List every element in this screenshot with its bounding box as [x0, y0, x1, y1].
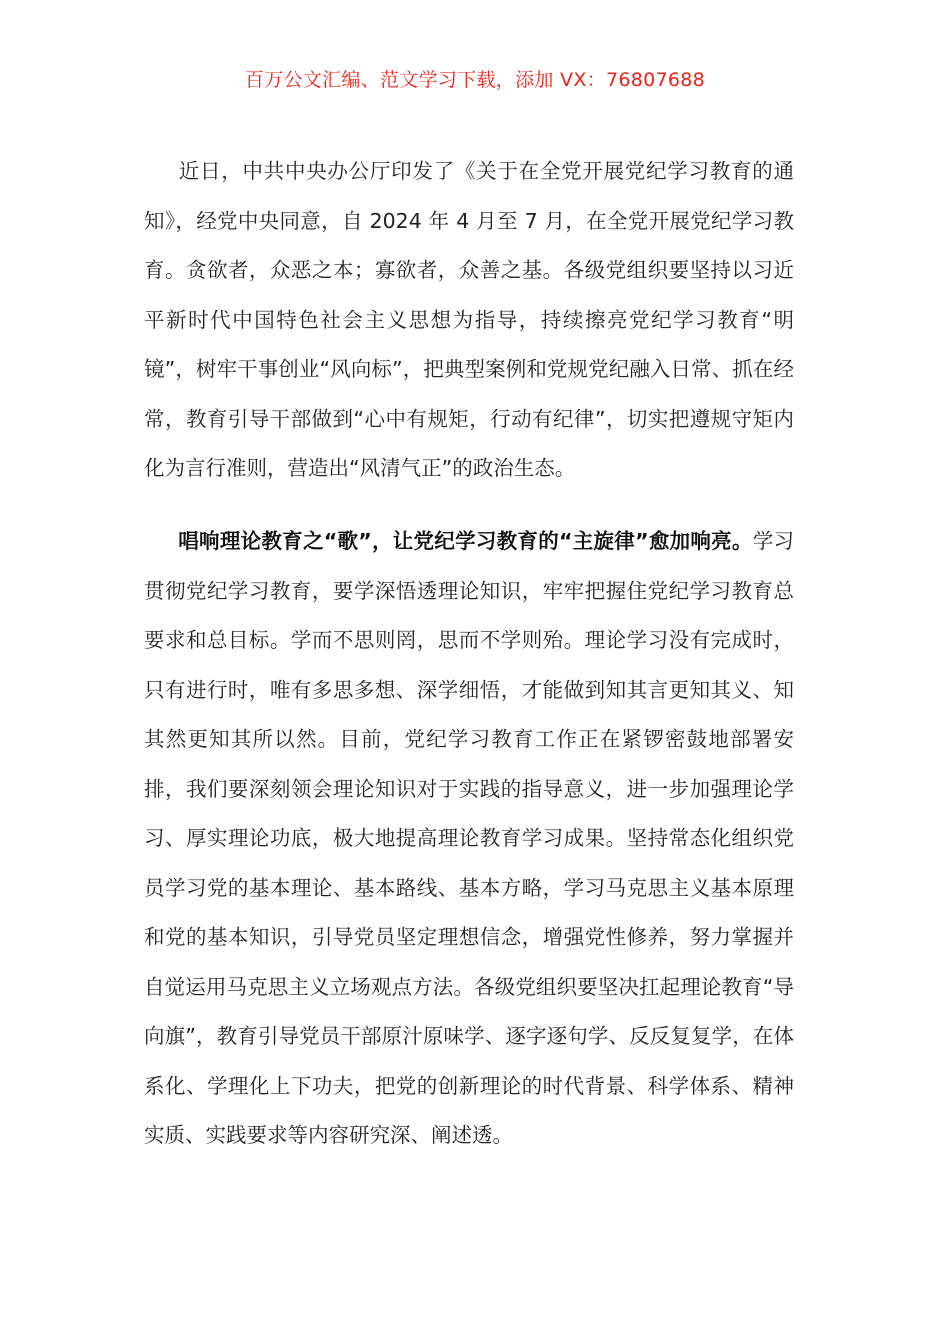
paragraph-theory-text: 学习贯彻党纪学习教育，要学深悟透理论知识，牢牢把握住党纪学习教育总要求和总目标。学而不思则罔，思而不学则殆。理论学习没有完成时，只有进行时，唯有多思多想、深学细悟，才能做到知其言更知其义、知其然更知其所以然。目前，党纪学习教育工作正在紧锣密鼓地部署安排，我们要深刻领会理论知识对于实践的指导意义，进一步加强理论学习、厚实理论功底，极大地提高理论教育学习成果。坚持常态化组织党员学习党的基本理论、基本路线、基本方略，学习马克思主义基本原理和党的基本知识，引导党员坚定理想信念，增强党性修养，努力掌握并自觉运用马克思主义立场观点方法。各级党组织要坚决扛起理论教育“导向旗”，教育引导党员干部原汁原味学、逐字逐句学、反反复复学，在体系化、学理化上下功夫，把党的创新理论的时代背景、科学体系、精神实质、实践要求等内容研究深、阐述透。 [144, 529, 794, 1147]
section-heading: 唱响理论教育之“歌”，让党纪学习教育的“主旋律”愈加响亮。 [178, 529, 753, 553]
paragraph-theory-education [144, 517, 794, 1161]
promo-header: 百万公文汇编、范文学习下载，添加 VX：76807688 [244, 69, 706, 91]
paragraph-intro [144, 147, 794, 494]
paragraph-intro-text: 近日，中共中央办公厅印发了《关于在全党开展党纪学习教育的通知》，经党中央同意，自 2024 年 4 月至 7 月，在全党开展党纪学习教育。贪欲者，众恶之本；寡欲者，众善之基。各级党组织要坚持以习近平新时代中国特色社会主义思想为指导，持续擦亮党纪学习教育“明镜”，树牢干事创业“风向标”，把典型案例和党规党纪融入日常、抓在经常，教育引导干部做到“心中有规矩，行动有纪律”，切实把遵规守矩内化为言行准则，营造出“风清气正”的政治生态。 [144, 159, 794, 480]
